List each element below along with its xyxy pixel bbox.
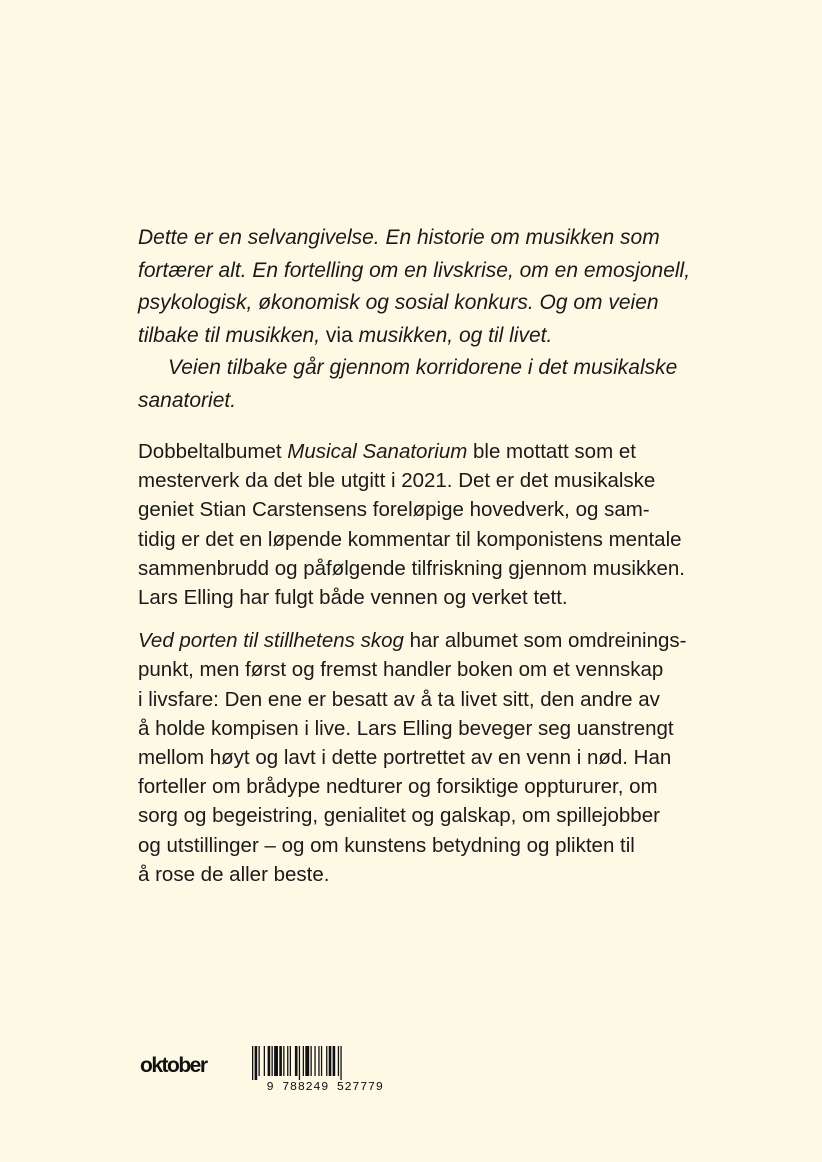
barcode-bar: [303, 1046, 304, 1076]
intro-text: [138, 222, 738, 417]
paragraph: [138, 626, 738, 889]
intro-line: psykologisk, økonomisk og sosial konkurs. Og om veien: [138, 291, 659, 314]
paragraph-line: å holde kompisen i live. Lars Elling beveger seg uanstrengt: [138, 716, 674, 740]
album-title: Musical Sanatorium: [287, 440, 468, 463]
paragraph: [138, 437, 738, 612]
paragraph-line: mellom høyt og lavt i dette portrettet av en venn i nød. Han: [138, 746, 672, 770]
book-title: Ved porten til stillhetens skog: [138, 629, 404, 653]
barcode-bar: [340, 1046, 341, 1080]
paragraph-line: punkt, men først og fremst handler boken om et vennskap: [138, 658, 664, 682]
barcode-bar: [329, 1046, 332, 1076]
paragraph-line: og utstillinger – og om kunstens betydning og plikten til: [138, 833, 635, 857]
paragraph-line: Lars Elling har fulgt både vennen og verket tett.: [138, 586, 568, 610]
barcode-bar: [305, 1046, 309, 1076]
barcode-bar: [321, 1046, 322, 1076]
barcode-bar: [333, 1046, 336, 1076]
line-part: Dobbeltalbumet: [138, 440, 288, 463]
barcode-bar: [318, 1046, 319, 1076]
barcode-bar: [338, 1046, 339, 1076]
barcode-bar: [272, 1046, 273, 1076]
barcode-bar: [264, 1046, 265, 1076]
paragraph-line: geniet Stian Carstensens foreløpige hovedverk, og sam-: [138, 498, 650, 522]
paragraph-line: i livsfare: Den ene er besatt av å ta livet sitt, den andre av: [138, 687, 660, 711]
intro-line: fortærer alt. En fortelling om en livskrise, om en emosjonell,: [138, 258, 691, 282]
barcode-bar: [299, 1046, 300, 1080]
paragraph-line: tidig er det en løpende kommentar til komponistens mentale: [138, 527, 682, 551]
paragraph-line: sammenbrudd og påfølgende tilfriskning gjennom musikken.: [138, 556, 685, 580]
paragraph-line: sorg og begeistring, genialitet og galskap, om spillejobber: [138, 804, 660, 828]
description-text: [138, 437, 738, 889]
paragraph-line: [138, 626, 738, 655]
barcode-bar: [268, 1046, 271, 1076]
intro-line: Veien tilbake går gjennom korridorene i det musikalske: [168, 356, 678, 379]
barcode-bar: [287, 1046, 288, 1076]
barcode-bar: [259, 1046, 260, 1076]
isbn-number: 9 788249 527779: [266, 1080, 384, 1092]
barcode-bar: [326, 1046, 327, 1076]
line-part: har albumet som omdreinings-: [403, 629, 687, 653]
barcode-bar: [274, 1046, 278, 1076]
paragraph-line: mesterverk da det ble utgitt i 2021. Det er det musikalske: [138, 469, 656, 493]
paragraph-line: [138, 437, 738, 466]
barcode-bar: [283, 1046, 284, 1076]
barcode-bar: [311, 1046, 312, 1076]
barcode-bar: [295, 1046, 298, 1076]
line-part: ble mottatt som et: [467, 440, 636, 463]
barcode-bar: [290, 1046, 291, 1076]
barcode-bar: [314, 1046, 315, 1076]
intro-line-part: via: [320, 323, 359, 347]
barcode-bar: [255, 1046, 258, 1080]
intro-line-part: musikken, og til livet.: [358, 323, 553, 347]
publisher-logo: oktober: [140, 1054, 207, 1077]
paragraph-line: å rose de aller beste.: [138, 862, 330, 886]
intro-line: Dette er en selvangivelse. En historie om musikken som: [138, 226, 660, 249]
barcode-bar: [279, 1046, 282, 1076]
paragraph-line: forteller om brådype nedturer og forsiktige opptururer, om: [138, 775, 658, 799]
barcode-bar: [252, 1046, 253, 1080]
intro-line-part: tilbake til musikken,: [138, 323, 321, 347]
isbn-barcode: [250, 1046, 400, 1092]
intro-line: sanatoriet.: [138, 388, 237, 412]
intro-line: [138, 320, 738, 353]
